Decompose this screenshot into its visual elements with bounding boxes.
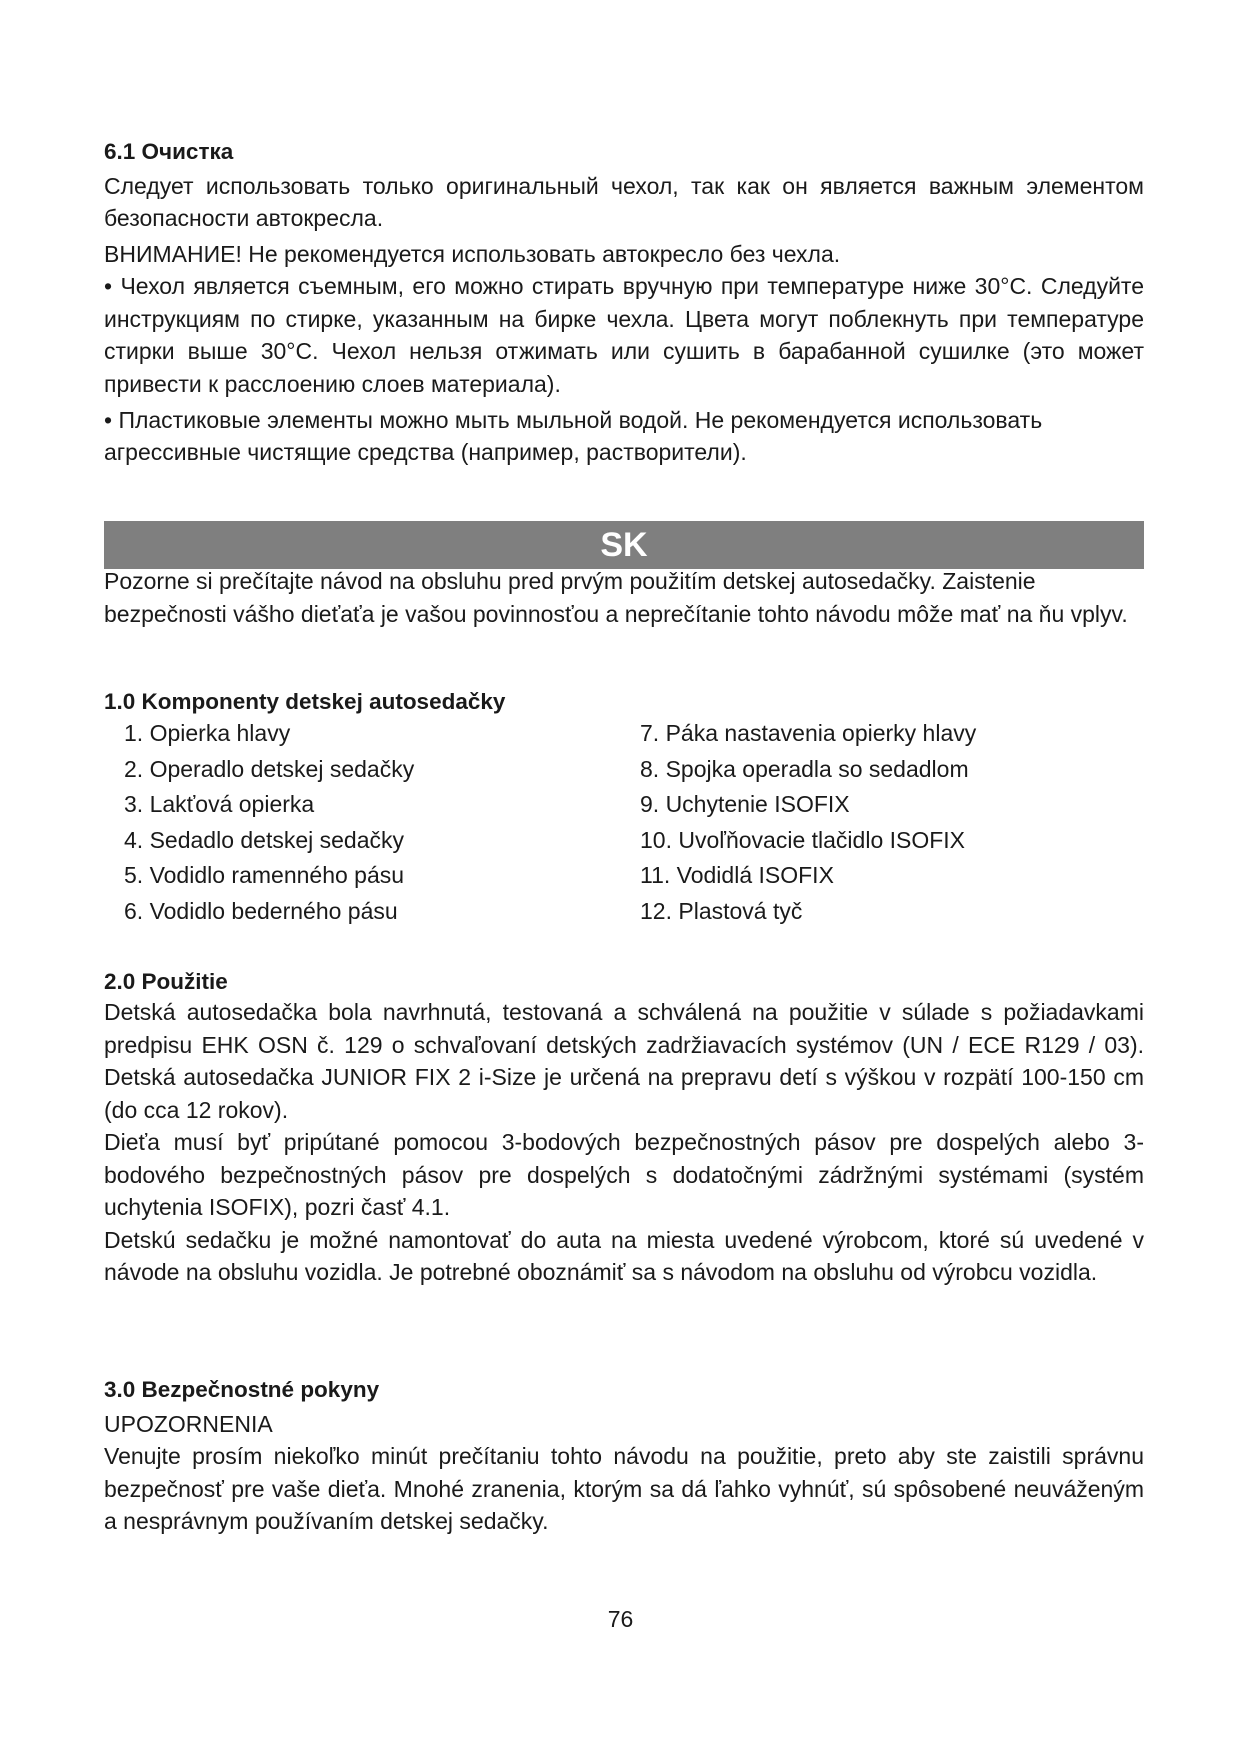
list-item: 2. Operadlo detskej sedačky — [124, 755, 415, 782]
list-item: 3. Lakťová opierka — [124, 791, 315, 817]
subheading: UPOZORNENIA — [104, 1411, 273, 1437]
safety-section — [104, 1376, 1144, 1538]
list-item: 11. Vodidlá ISOFIX — [640, 862, 834, 888]
paragraph: Detskú sedačku je možné namontovať do auta na miesta uvedené výrobcom, ktoré sú uvedené v návode na obsluhu vozidla. Je potrebné oboznámiť sa s návodom na obsluhu od výrobcu vozidla. — [104, 1226, 1144, 1285]
paragraph: Venujte prosím niekoľko minút prečítaniu tohto návodu na použitie, preto aby ste zaistili správnu bezpečnosť pre vaše dieťa. Mnohé zranenia, ktorým sa dá ľahko vyhnúť, sú spôsobené neuváženým a nesprávnym používaním detskej sedačky. — [104, 1443, 1144, 1534]
section-heading: 1.0 Komponenty detskej autosedačky — [104, 689, 506, 714]
list-item: 5. Vodidlo ramenného pásu — [124, 862, 405, 888]
paragraph: • Пластиковые элементы можно мыть мыльной водой. Не рекомендуется использовать агрессивные чистящие средства (например, растворители). — [104, 407, 1043, 465]
page-number: 76 — [607, 1606, 634, 1632]
components-list-left — [124, 716, 414, 929]
list-item: 1. Opierka hlavy — [124, 720, 291, 746]
list-item: 6. Vodidlo bederného pásu — [124, 897, 398, 924]
usage-section — [104, 968, 1144, 1289]
list-item: 9. Uchytenie ISOFIX — [640, 791, 850, 817]
language-bar: SK — [104, 521, 1144, 569]
list-item: 12. Plastová tyč — [640, 897, 803, 924]
section-heading: 6.1 Очистка — [104, 139, 234, 164]
intro-paragraph: Pozorne si prečítajte návod na obsluhu pred prvým použitím detskej autosedačky. Zaistenie bezpečnosti vášho dieťaťa je vašou povinnosťou a neprečítanie tohto návodu môže mať na ňu vplyv. — [104, 568, 1128, 627]
ru-cleaning-section — [104, 138, 1144, 468]
list-item: 4. Sedadlo detskej sedačky — [124, 826, 405, 853]
warning-paragraph: ВНИМАНИЕ! Не рекомендуется использовать автокресло без чехла. — [104, 241, 841, 267]
components-list-right — [640, 716, 976, 929]
list-item: 10. Uvoľňovacie tlačidlo ISOFIX — [640, 826, 966, 853]
paragraph: Следует использовать только оригинальный чехол, так как он является важным элементом безопасности автокресла. — [104, 173, 1144, 231]
paragraph: Detská autosedačka bola navrhnutá, testovaná a schválená na použitie v súlade s požiadavkami predpisu EHK OSN č. 129 o schvaľovaní detských zadržiavacích systémov (UN / ECE R129 / 03). Detská autosedačka JUNIOR FIX 2 i-Size je určená na prepravu detí s výškou v rozpätí 100-150 cm (do cca 12 rokov). — [104, 999, 1144, 1123]
list-item: 8. Spojka operadla so sedadlom — [640, 755, 969, 782]
paragraph: Dieťa musí byť pripútané pomocou 3-bodových bezpečnostných pásov pre dospelých alebo 3-bodového bezpečnostných pásov pre dospelých s dodatočnými zádržnými systémami (systém uchytenia ISOFIX), pozri časť 4.1. — [104, 1129, 1144, 1220]
sk-intro-section — [104, 565, 1144, 631]
list-item: 7. Páka nastavenia opierky hlavy — [640, 720, 977, 746]
section-heading: 2.0 Použitie — [104, 969, 228, 994]
components-section — [104, 688, 1144, 716]
section-heading: 3.0 Bezpečnostné pokyny — [104, 1377, 380, 1402]
paragraph: • Чехол является съемным, его можно стирать вручную при температуре ниже 30°C. Следуйте инструкциям по стирке, указанным на бирке чехла. Цвета могут поблекнуть при температуре стирки выше 30°C. Чехол нельзя отжимать или сушить в барабанной сушилке (это может привести к расслоению слоев материала). — [104, 273, 1144, 397]
